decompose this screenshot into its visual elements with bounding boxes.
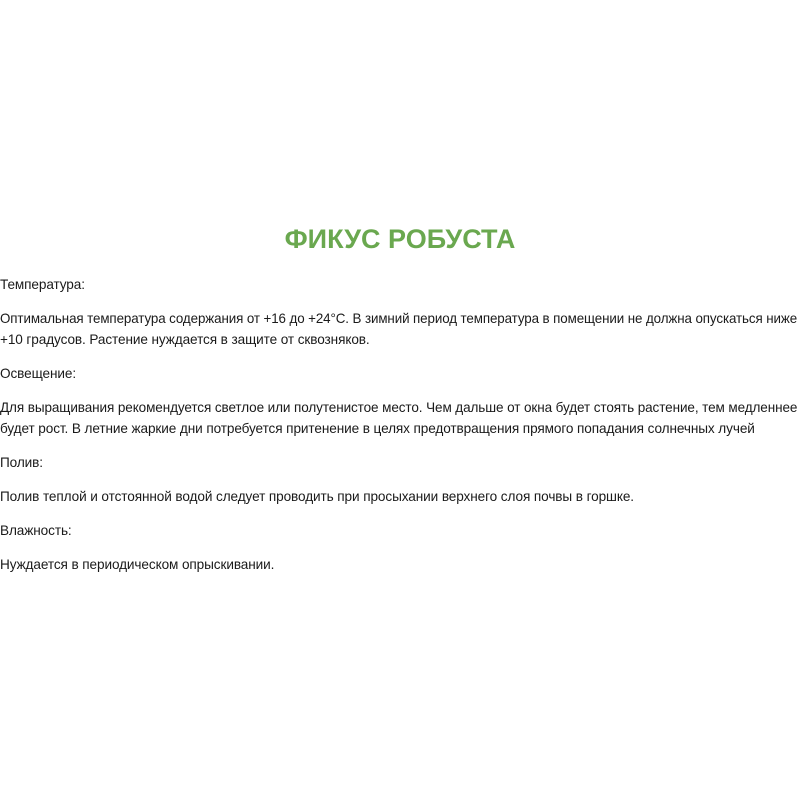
text-line: Полив теплой и отстоянной водой следует проводить при просыхании верхнего слоя почвы в горшке.: [0, 489, 634, 504]
section-heading: Влажность:: [0, 523, 72, 538]
section-lighting: [0, 363, 800, 439]
section-heading: Полив:: [0, 455, 43, 470]
text-line: Для выращивания рекомендуется светлое или полутенистое место. Чем дальше от окна будет стоять растение, тем медленнее: [0, 400, 798, 415]
section-text: [0, 397, 800, 439]
section-heading: Освещение:: [0, 366, 77, 381]
section-humidity: [0, 520, 800, 575]
text-line: будет рост. В летние жаркие дни потребуется притенение в целях предотвращения прямого попадания солнечных лучей: [0, 421, 755, 436]
text-line: +10 градусов. Растение нуждается в защите от сквозняков.: [0, 332, 370, 347]
section-text: [0, 308, 800, 350]
section-heading: Температура:: [0, 277, 85, 292]
section-text: [0, 486, 800, 507]
section-temperature: [0, 274, 800, 350]
text-line: Нуждается в периодическом опрыскивании.: [0, 557, 275, 572]
section-text: [0, 554, 800, 575]
care-content: [0, 274, 800, 588]
text-line: Оптимальная температура содержания от +16 до +24°С. В зимний период температура в помещении не должна опускаться ниже: [0, 311, 798, 326]
section-watering: [0, 452, 800, 507]
page-title: ФИКУС РОБУСТА: [284, 224, 516, 254]
